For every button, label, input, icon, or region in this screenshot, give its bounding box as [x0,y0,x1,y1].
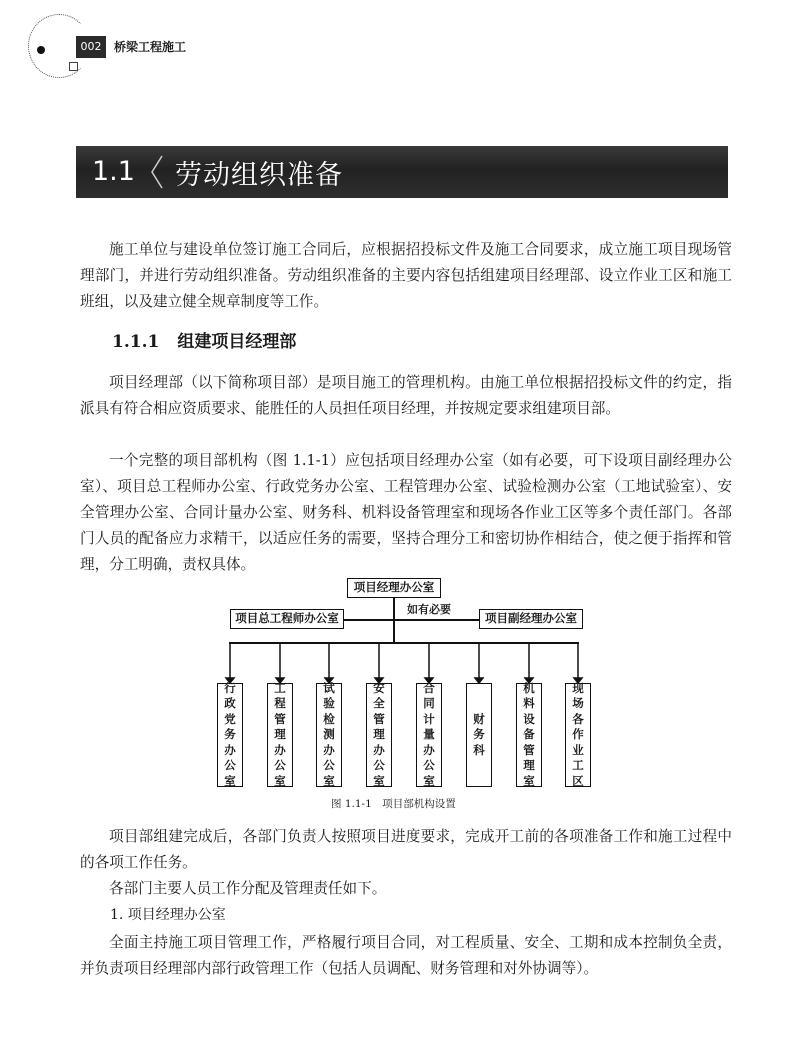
section-banner [76,146,728,198]
subsection-heading [112,327,296,352]
section-number: 1.1 [92,156,135,187]
chart-dept-char: 办 [423,742,435,757]
chart-dept-char: 备 [523,727,535,742]
chart-branch-note: 如有必要 [407,603,451,616]
chart-dept-char: 测 [323,727,335,742]
chart-dept-char: 室 [423,773,435,788]
header-bullet [37,46,45,54]
chart-dept-char: 全 [373,696,385,711]
chart-dept-char: 理 [274,727,286,742]
chart-dept-char: 理 [373,727,385,742]
chart-dept-char: 管 [373,711,385,726]
chart-root-box: 项目经理办公室 [347,578,441,598]
chart-dept-char: 室 [274,773,286,788]
chart-drop-lines [224,642,584,684]
chart-dept-char: 检 [323,711,335,726]
chart-dept-char: 料 [523,696,535,711]
chart-dept-char: 管 [274,711,286,726]
chart-dept-char: 室 [224,773,236,788]
chart-dept-char: 财 [473,711,485,726]
section-title: 劳动组织准备 [175,160,343,191]
figure-caption: 图 1.1-1 项目部机构设置 [331,798,456,810]
chart-dept-char: 室 [323,773,335,788]
chart-dept-char: 政 [224,696,236,711]
chart-dept-char: 作 [572,727,584,742]
chart-dept-char: 各 [572,711,584,726]
chart-dept-box [416,680,442,788]
paragraph-4: 各部门主要人员工作分配及管理责任如下。 [109,880,387,897]
chart-dept-char: 理 [523,758,535,773]
chart-dept-char: 办 [224,742,236,757]
header-square [69,62,78,71]
chart-dept-char: 务 [224,727,236,742]
chart-dept-char: 务 [473,727,485,742]
chart-dept-box [217,680,243,788]
subsection-number: 1.1.1 [112,332,160,352]
chart-dept-char: 机 [523,680,535,695]
chart-dept-box [466,683,492,787]
intro-paragraph: 施工单位与建设单位签订施工合同后，应根据招投标文件及施工合同要求，成立施工项目现场管理部门，并进行劳动组织准备。劳动组织准备的主要内容包括组建项目经理部、设立作业工区和施工班组，以及建立健全规章制度等工作。 [80,241,732,310]
chart-dept-char: 办 [323,742,335,757]
paragraph-2: 一个完整的项目部机构（图 1.1-1）应包括项目经理办公室（如有必要，可下设项目副经理办公室）、项目总工程师办公室、行政党务办公室、工程管理办公室、试验检测办公室（工地试验室）、安全管理办公室、合同计量办公室、财务科、机料设备管理室和现场各作业工区等多个责任部门。各部门人员的配备应力求精干，以适应任务的需要，坚持合理分工和密切协作相结合，使之便于指挥和管理，分工明确，责权具体。 [80,452,732,573]
chart-dept-char: 公 [373,758,385,773]
chart-dept-char: 党 [224,711,236,726]
paragraph-3: 项目部组建完成后，各部门负责人按照项目进度要求，完成开工前的各项准备工作和施工过程中的各项工作任务。 [80,828,732,871]
book-title: 桥梁工程施工 [114,40,187,54]
chart-dept-box [366,680,392,788]
chart-dept-char: 科 [473,742,485,757]
chart-dept-char: 量 [423,727,435,742]
chart-dept-char: 室 [523,773,535,788]
chart-branch-line [344,619,479,621]
chart-dept-char: 同 [423,696,435,711]
chart-dept-char: 计 [423,711,435,726]
page-number: 002 [76,36,106,58]
paragraph-5: 全面主持施工项目管理工作，严格履行项目合同，对工程质量、安全、工期和成本控制负全责，并负责项目经理部内部行政管理工作（包括人员调配、财务管理和对外协调等）。 [80,934,732,977]
chart-dept-char: 业 [572,742,584,757]
chart-right-branch-box: 项目副经理办公室 [479,609,583,629]
chart-dept-char: 办 [274,742,286,757]
chart-dept-char: 合 [423,680,435,695]
chart-dept-char: 办 [373,742,385,757]
chart-dept-char: 程 [274,696,286,711]
chart-dept-char: 室 [373,773,385,788]
chart-dept-box [516,680,542,788]
subsection-title: 组建项目经理部 [177,332,297,352]
chart-dept-char: 设 [523,711,535,726]
subsubsection-heading: 1. 项目经理办公室 [110,907,226,923]
banner-separator [150,155,164,189]
chart-dept-char: 验 [323,696,335,711]
chart-dept-char: 行 [224,680,236,695]
chart-dept-box [267,680,293,788]
chart-dept-char: 公 [423,758,435,773]
chart-dept-char: 区 [572,773,584,788]
chart-dept-char: 场 [572,696,584,711]
chart-dept-char: 公 [323,758,335,773]
chart-dept-char: 工 [572,758,584,773]
chart-left-branch-box: 项目总工程师办公室 [230,609,344,629]
chart-dept-char: 工 [274,680,286,695]
paragraph-1: 项目经理部（以下简称项目部）是项目施工的管理机构。由施工单位根据招投标文件的约定，指派具有符合相应资质要求、能胜任的人员担任项目经理，并按规定要求组建项目部。 [80,374,732,417]
chart-dept-char: 管 [523,742,535,757]
chart-dept-char: 公 [224,758,236,773]
chart-dept-char: 试 [323,680,335,695]
chart-dept-char: 现 [572,680,584,695]
chart-dept-char: 安 [373,680,385,695]
chart-dept-box [565,680,591,788]
chart-trunk-line [393,598,395,643]
chart-dept-char: 公 [274,758,286,773]
chart-dept-box [316,680,342,788]
